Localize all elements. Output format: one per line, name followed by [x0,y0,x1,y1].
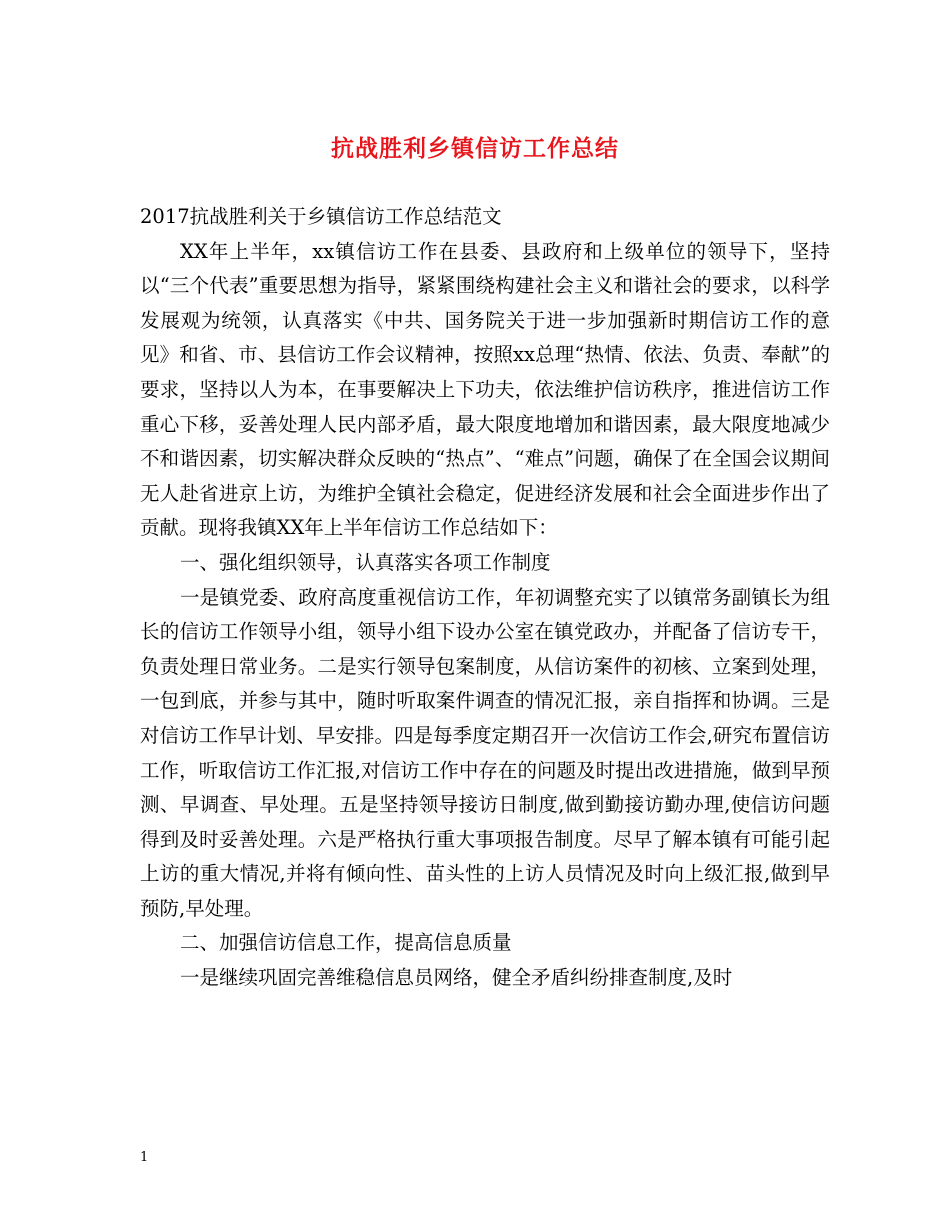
paragraph: XX年上半年，xx镇信访工作在县委、县政府和上级单位的领导下，坚持以“三个代表”重要思想为指导，紧紧围绕构建社会主义和谐社会的要求，以科学发展观为统领，认真落实《中共、国务院关于进一步加强新时期信访工作的意见》和省、市、县信访工作会议精神，按照xx总理“热情、依法、负责、奉献”的要求，坚持以人为本，在事要解决上下功夫，依法维护信访秩序，推进信访工作重心下移，妥善处理人民内部矛盾，最大限度地增加和谐因素，最大限度地减少不和谐因素，切实解决群众反映的“热点”、“难点”问题，确保了在全国会议期间无人赴省进京上访，为维护全镇社会稳定，促进经济发展和社会全面进步作出了贡献。现将我镇XX年上半年信访工作总结如下： [140,239,830,540]
paragraph: 一是继续巩固完善维稳信息员网络，健全矛盾纠纷排查制度,及时 [180,966,733,990]
section-heading: 一、强化组织领导，认真落实各项工作制度 [180,550,551,574]
document-body [140,200,830,996]
document-subtitle: 2017抗战胜利关于乡镇信访工作总结范文 [140,205,502,228]
paragraph: 一是镇党委、政府高度重视信访工作，年初调整充实了以镇常务副镇长为组长的信访工作领导小组，领导小组下设办公室在镇党政办，并配备了信访专干，负责处理日常业务。二是实行领导包案制度，从信访案件的初核、立案到处理，一包到底，并参与其中，随时听取案件调查的情况汇报，亲自指挥和协调。三是对信访工作早计划、早安排。四是每季度定期召开一次信访工作会,研究布置信访工作，听取信访工作汇报,对信访工作中存在的问题及时提出改进措施，做到早预测、早调查、早处理。五是坚持领导接访日制度,做到勤接访勤办理,使信访问题得到及时妥善处理。六是严格执行重大事项报告制度。尽早了解本镇有可能引起上访的重大情况,并将有倾向性、苗头性的上访人员情况及时向上级汇报,做到早预防,早处理。 [140,585,830,920]
document-title: 抗战胜利乡镇信访工作总结 [331,136,619,162]
section-heading: 二、加强信访信息工作，提高信息质量 [180,931,512,955]
page-number: 1 [140,1150,149,1165]
